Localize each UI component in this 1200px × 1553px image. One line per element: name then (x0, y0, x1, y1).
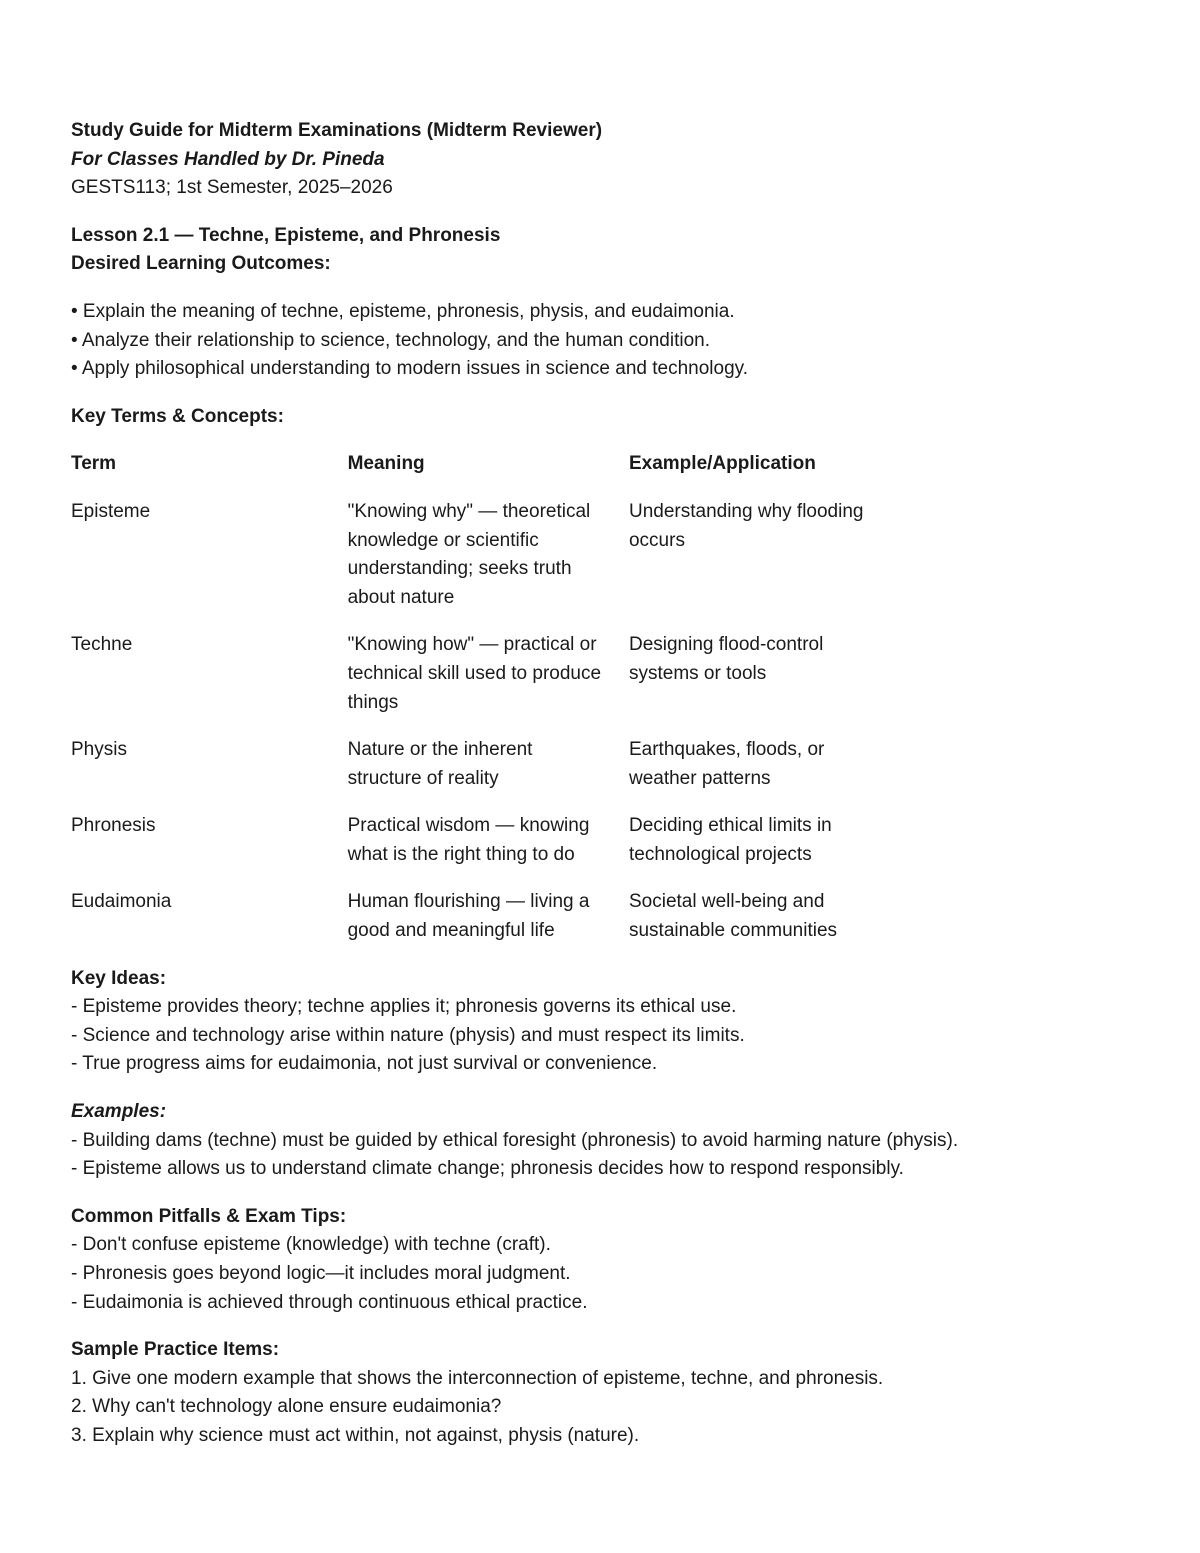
meaning-cell: Human flourishing — living a good and meaningful life (347, 891, 590, 942)
key-ideas-heading: Key Ideas: (71, 967, 167, 989)
outcome-item: • Explain the meaning of techne, episteme, phronesis, physis, and eudaimonia. (71, 300, 735, 322)
list-item: - Don't confuse episteme (knowledge) with techne (craft). (71, 1234, 551, 1256)
table-row (71, 631, 891, 736)
column-header-term: Term (71, 453, 117, 475)
table-row (71, 498, 891, 631)
list-item: - True progress aims for eudaimonia, not just survival or convenience. (71, 1053, 658, 1075)
list-item: 1. Give one modern example that shows the interconnection of episteme, techne, and phronesis. (71, 1367, 884, 1389)
key-ideas-list (71, 993, 1131, 1079)
table-header-row (71, 450, 891, 498)
pitfalls-heading: Common Pitfalls & Exam Tips: (71, 1205, 347, 1227)
table-row (71, 812, 891, 888)
key-terms-table (71, 450, 891, 945)
list-item: - Episteme provides theory; techne applies it; phronesis governs its ethical use. (71, 996, 737, 1018)
document-subtitle: For Classes Handled by Dr. Pineda (71, 148, 385, 170)
term-cell: Physis (71, 739, 127, 761)
outcomes-list (71, 298, 1131, 384)
document-title: Study Guide for Midterm Examinations (Midterm Reviewer) (71, 120, 603, 141)
list-item: 2. Why can't technology alone ensure eudaimonia? (71, 1396, 502, 1418)
meaning-cell: "Knowing why" — theoretical knowledge or scientific understanding; seeks truth about nature (347, 500, 591, 608)
term-cell: Episteme (71, 500, 151, 522)
list-item: - Episteme allows us to understand climate change; phronesis decides how to respond responsibly. (71, 1158, 904, 1180)
table-row (71, 888, 891, 945)
meaning-cell: Practical wisdom — knowing what is the right thing to do (347, 815, 590, 865)
example-cell: Deciding ethical limits in technological projects (628, 815, 832, 865)
example-cell: Earthquakes, floods, or weather patterns (628, 739, 825, 789)
practice-list (71, 1365, 1131, 1451)
example-cell: Societal well-being and sustainable communities (628, 891, 838, 942)
course-info: GESTS113; 1st Semester, 2025–2026 (71, 177, 393, 199)
example-cell: Designing flood-control systems or tools (628, 634, 824, 684)
document-page (71, 117, 1131, 1451)
outcome-item: • Apply philosophical understanding to modern issues in science and technology. (71, 358, 749, 380)
practice-heading: Sample Practice Items: (71, 1339, 280, 1361)
term-cell: Phronesis (71, 815, 156, 837)
list-item: - Eudaimonia is achieved through continuous ethical practice. (71, 1291, 588, 1313)
table-row (71, 736, 891, 812)
list-item: 3. Explain why science must act within, not against, physis (nature). (71, 1424, 640, 1446)
column-header-example: Example/Application (628, 453, 816, 475)
list-item: - Phronesis goes beyond logic—it includes moral judgment. (71, 1263, 571, 1284)
pitfalls-list (71, 1231, 1131, 1317)
meaning-cell: Nature or the inherent structure of reality (347, 739, 533, 789)
examples-heading: Examples: (71, 1101, 167, 1123)
outcomes-heading: Desired Learning Outcomes: (71, 253, 331, 275)
column-header-meaning: Meaning (347, 453, 425, 475)
meaning-cell: "Knowing how" — practical or technical skill used to produce things (347, 634, 602, 713)
list-item: - Science and technology arise within nature (physis) and must respect its limits. (71, 1024, 745, 1046)
outcome-item: • Analyze their relationship to science, technology, and the human condition. (71, 329, 710, 351)
list-item: - Building dams (techne) must be guided by ethical foresight (phronesis) to avoid harming nature (physis). (71, 1129, 959, 1151)
key-terms-heading: Key Terms & Concepts: (71, 405, 284, 427)
term-cell: Techne (71, 634, 133, 656)
lesson-title: Lesson 2.1 — Techne, Episteme, and Phronesis (71, 224, 501, 246)
examples-list (71, 1127, 1131, 1184)
term-cell: Eudaimonia (71, 891, 172, 913)
example-cell: Understanding why flooding occurs (628, 500, 864, 551)
